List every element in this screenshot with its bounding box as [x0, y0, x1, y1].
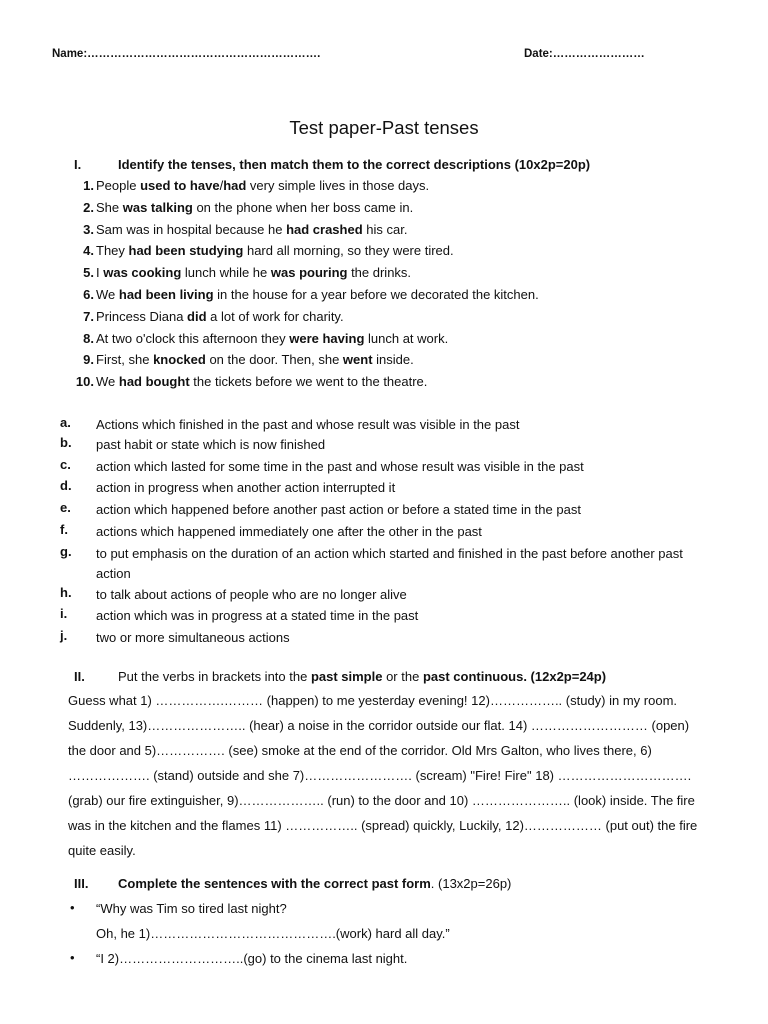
section-2-heading — [74, 669, 606, 684]
sentence-text — [96, 331, 696, 346]
sentence-number: 1. — [83, 178, 94, 193]
description-letter: f. — [60, 522, 68, 537]
sentence-fragment: At two o'clock this afternoon they — [96, 330, 290, 346]
sentence-number: 7. — [83, 308, 94, 324]
section-2-instruction-or: or the — [382, 669, 423, 684]
sentence-fragment: his car. — [362, 221, 408, 237]
sentence-fragment: People — [96, 178, 141, 193]
sentence-fragment: We — [96, 287, 119, 302]
sentence-number: 4. — [83, 243, 94, 259]
sentence-number: 10. — [75, 374, 94, 390]
section-2-instruction-text: Put the verbs in brackets into the — [118, 669, 311, 684]
description-text: action which happened before another past action or before a stated time in the past — [96, 502, 581, 517]
sentence-item — [0, 374, 768, 394]
bullet-item-1-line-2: Oh, he 1)…………………………………….(work) hard all day.” — [96, 926, 450, 941]
sentence-fragment: She — [96, 199, 123, 215]
sentence-fragment: We — [96, 374, 119, 390]
sentence-text — [96, 200, 696, 215]
page-title: Test paper-Past tenses — [289, 117, 479, 138]
sentence-item — [0, 309, 768, 329]
description-item — [0, 415, 768, 435]
description-item — [0, 435, 768, 455]
sentence-text — [96, 178, 696, 193]
section-3-instruction: Complete the sentences with the correct past form — [118, 876, 431, 891]
verb-form: was pouring — [270, 265, 348, 281]
bullet-item-2-line-1: “I 2)………………………..(go) to the cinema last night. — [96, 951, 408, 966]
description-item — [0, 522, 768, 542]
description-text: action which was in progress at a stated time in the past — [96, 608, 419, 623]
sentence-fragment: on the phone when her boss came in. — [192, 199, 414, 215]
sentence-fragment: the drinks. — [347, 265, 412, 281]
verb-form: was cooking — [103, 265, 182, 281]
section-3-heading — [74, 876, 511, 891]
description-item — [0, 544, 768, 581]
description-item — [0, 585, 768, 605]
verb-form: had crashed — [286, 221, 363, 237]
sentence-text — [96, 265, 696, 280]
description-letter: i. — [60, 606, 68, 621]
description-text: past habit or state which is now finished — [96, 437, 326, 452]
sentence-number: 9. — [83, 352, 94, 368]
sentence-fragment: a lot of work for charity. — [206, 308, 344, 324]
verb-form: knocked — [153, 352, 206, 368]
name-field-label: Name:……………………………………………………. — [52, 48, 321, 60]
sentence-number: 3. — [83, 221, 94, 237]
section-1-instruction: Identify the tenses, then match them to the correct descriptions (10x2p=20p) — [118, 157, 591, 172]
sentence-item — [0, 331, 768, 351]
verb-form: went — [342, 352, 373, 368]
sentence-fragment: First, she — [96, 352, 154, 368]
description-letter: h. — [60, 585, 72, 600]
description-letter: g. — [60, 544, 72, 559]
verb-form: was talking — [122, 199, 193, 215]
verb-form: used to have — [140, 178, 220, 193]
sentence-text — [96, 287, 696, 302]
description-item — [0, 500, 768, 520]
verb-form: had been studying — [128, 243, 244, 259]
sentence-fragment: on the door. Then, she — [205, 352, 343, 368]
section-1-heading — [74, 157, 590, 172]
sentence-item — [0, 200, 768, 220]
description-item — [0, 628, 768, 648]
sentence-number: 6. — [83, 287, 94, 302]
description-letter: a. — [60, 415, 71, 430]
sentence-fragment: lunch at work. — [364, 330, 449, 346]
sentence-item — [0, 243, 768, 263]
verb-form: had bought — [118, 374, 190, 390]
description-letter: j. — [60, 628, 68, 643]
description-item — [0, 478, 768, 498]
section-3-points: . (13x2p=26p) — [430, 876, 512, 891]
sentence-fragment: inside. — [372, 352, 414, 368]
section-1-number: I. — [74, 157, 82, 172]
description-letter: b. — [60, 435, 72, 450]
sentence-item — [0, 222, 768, 242]
sentence-number: 8. — [83, 330, 94, 346]
description-text: to put emphasis on the duration of an action which started and finished in the past before another past action — [96, 546, 683, 581]
description-text: action which lasted for some time in the past and whose result was visible in the past — [96, 459, 584, 474]
bullet-dot: • — [70, 950, 75, 965]
description-text: Actions which finished in the past and whose result was visible in the past — [96, 417, 520, 432]
gap-fill-paragraph: Guess what 1) …………….……… (happen) to me yesterday evening! 12)…………….. (study) in my room. Suddenly, 13)………………….. (hear) a noise in the corridor outside our flat. 14) ……………………… (open) the door and 5)……………. (see) smoke at the end of the corridor. Old Mrs Galton, who lives there, 6) ………………. (stand) outside and she 7)……………………. (scream) "Fire! Fire" 18) …………………………. (grab) our fire extinguisher, 9)……………….. (run) to the door and 10) ………………….. (look) inside. The fire was in the kitchen and the flames 11) …………….. (spread) quickly, Luckily, 12)……………… (put out) the fire quite easily. — [68, 693, 698, 858]
sentence-text — [96, 243, 696, 258]
sentence-fragment: hard all morning, so they were tired. — [243, 243, 454, 259]
verb-form: had been living — [118, 287, 214, 302]
sentence-number: 2. — [83, 199, 94, 215]
description-text: two or more simultaneous actions — [96, 630, 290, 645]
date-field-label: Date:…………………… — [524, 48, 645, 60]
sentence-item — [0, 352, 768, 372]
sentence-item — [0, 265, 768, 285]
description-letter: c. — [60, 457, 71, 472]
bullet-item-1-line-1: “Why was Tim so tired last night? — [96, 901, 287, 916]
sentence-text — [96, 352, 696, 367]
sentence-text — [96, 309, 696, 324]
sentence-fragment: They — [96, 243, 129, 259]
description-text: action in progress when another action interrupted it — [96, 480, 396, 495]
description-letter: d. — [60, 478, 72, 493]
sentence-text — [96, 374, 696, 389]
description-text: actions which happened immediately one after the other in the past — [96, 524, 482, 539]
sentence-text — [96, 222, 696, 237]
sentence-fragment: Princess Diana — [96, 308, 188, 324]
sentence-fragment: very simple lives in those days. — [246, 178, 430, 193]
sentence-number: 5. — [83, 265, 94, 281]
section-3-number: III. — [74, 876, 89, 891]
verb-form: were having — [289, 330, 365, 346]
sentence-fragment: Sam was in hospital because he — [96, 221, 287, 237]
sentence-fragment: I — [96, 265, 104, 281]
sentence-fragment: in the house for a year before we decorated the kitchen. — [213, 287, 539, 302]
sentence-fragment: lunch while he — [181, 265, 271, 281]
section-2-keyword-past-simple: past simple — [310, 669, 383, 684]
description-item — [0, 606, 768, 626]
verb-form: had — [223, 178, 247, 193]
bullet-dot: • — [70, 900, 75, 915]
description-letter: e. — [60, 500, 71, 515]
sentence-fragment: the tickets before we went to the theatre. — [189, 374, 428, 390]
description-item — [0, 457, 768, 477]
sentence-item — [0, 287, 768, 307]
section-2-number: II. — [74, 669, 85, 684]
sentence-item — [0, 178, 768, 198]
verb-form: did — [187, 308, 207, 324]
sentence-fragment: / — [219, 178, 224, 193]
section-2-keyword-past-continuous: past continuous. (12x2p=24p) — [422, 669, 607, 684]
description-text: to talk about actions of people who are no longer alive — [96, 587, 407, 602]
